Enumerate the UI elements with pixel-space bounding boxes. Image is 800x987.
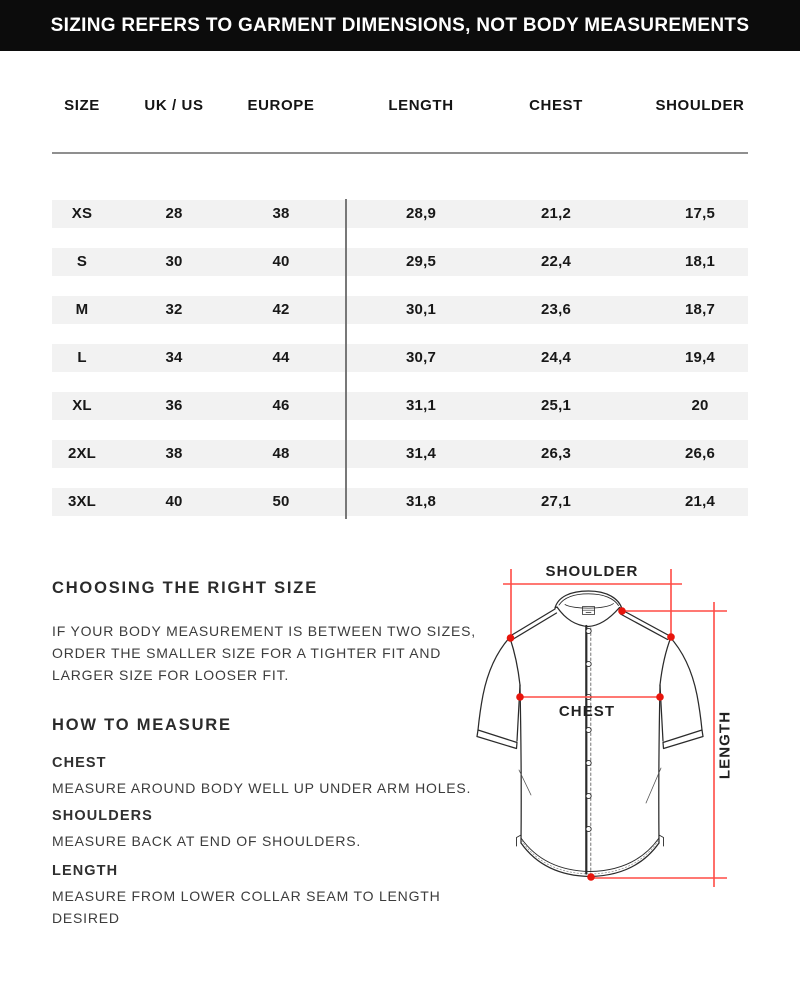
ukus-cell: 38 — [165, 445, 183, 462]
size-cell: M — [75, 301, 89, 318]
table-row-l — [52, 344, 748, 372]
europe-cell: 46 — [272, 397, 290, 414]
how-to-measure-heading: HOW TO MEASURE — [52, 716, 232, 734]
ukus-cell: 34 — [165, 349, 183, 366]
europe-cell: 38 — [272, 205, 290, 222]
measure-shoulders-label: SHOULDERS — [52, 808, 153, 824]
measure-length-description: MEASURE FROM LOWER COLLAR SEAM TO LENGTH DESIRED — [52, 888, 441, 926]
table-row-m — [52, 296, 748, 324]
length-cell: 30,1 — [406, 301, 436, 318]
shoulder-cell: 21,4 — [685, 493, 715, 510]
length-cell: 31,8 — [406, 493, 436, 510]
europe-cell: 50 — [272, 493, 290, 510]
measure-shoulders-description: MEASURE BACK AT END OF SHOULDERS. — [52, 833, 362, 849]
shirt-line-art — [460, 555, 800, 900]
size-cell: 3XL — [67, 493, 97, 510]
europe-cell: 40 — [272, 253, 290, 270]
choosing-size-body: IF YOUR BODY MEASUREMENT IS BETWEEN TWO SIZES, ORDER THE SMALLER SIZE FOR A TIGHTER FIT AND LARGER SIZE FOR LOOSER FIT. — [52, 623, 476, 683]
column-header-chest: CHEST — [529, 97, 583, 114]
size-table-header — [52, 96, 748, 116]
shoulder-cell: 19,4 — [685, 349, 715, 366]
column-header-uk-us: UK / US — [144, 97, 204, 114]
disclaimer-banner — [0, 0, 800, 51]
chest-cell: 27,1 — [541, 493, 571, 510]
ukus-cell: 30 — [165, 253, 183, 270]
measure-chest-label: CHEST — [52, 755, 107, 771]
size-cell: XS — [71, 205, 93, 222]
measure-length-label: LENGTH — [52, 863, 119, 879]
shoulder-cell: 17,5 — [685, 205, 715, 222]
table-row-2xl — [52, 440, 748, 468]
length-cell: 28,9 — [406, 205, 436, 222]
diagram-length-label: LENGTH — [716, 710, 734, 780]
size-cell: XL — [72, 397, 92, 414]
table-column-divider — [345, 199, 347, 519]
ukus-cell: 36 — [165, 397, 183, 414]
chest-cell: 22,4 — [541, 253, 571, 270]
europe-cell: 44 — [272, 349, 290, 366]
chest-cell: 25,1 — [541, 397, 571, 414]
length-cell: 31,1 — [406, 397, 436, 414]
length-cell: 30,7 — [406, 349, 436, 366]
chest-cell: 23,6 — [541, 301, 571, 318]
disclaimer-text: SIZING REFERS TO GARMENT DIMENSIONS, NOT BODY MEASUREMENTS — [50, 14, 750, 36]
length-cell: 31,4 — [406, 445, 436, 462]
table-row-xl — [52, 392, 748, 420]
shoulder-cell: 18,1 — [685, 253, 715, 270]
size-cell: L — [77, 349, 87, 366]
table-row-s — [52, 248, 748, 276]
ukus-cell: 40 — [165, 493, 183, 510]
chest-cell: 26,3 — [541, 445, 571, 462]
length-cell: 29,5 — [406, 253, 436, 270]
measurement-lines — [503, 569, 727, 887]
measure-chest-description: MEASURE AROUND BODY WELL UP UNDER ARM HOLES. — [52, 780, 472, 796]
column-header-length: LENGTH — [388, 97, 454, 114]
table-row-3xl — [52, 488, 748, 516]
choosing-size-heading: CHOOSING THE RIGHT SIZE — [52, 579, 318, 597]
diagram-shoulder-label: SHOULDER — [545, 563, 639, 580]
header-rule — [52, 152, 748, 154]
ukus-cell: 28 — [165, 205, 183, 222]
size-cell: S — [76, 253, 88, 270]
shoulder-cell: 18,7 — [685, 301, 715, 318]
shoulder-cell: 26,6 — [685, 445, 715, 462]
chest-cell: 21,2 — [541, 205, 571, 222]
europe-cell: 42 — [272, 301, 290, 318]
shirt-measurement-diagram — [460, 555, 800, 900]
chest-cell: 24,4 — [541, 349, 571, 366]
europe-cell: 48 — [272, 445, 290, 462]
table-row-xs — [52, 200, 748, 228]
diagram-chest-label: CHEST — [558, 703, 616, 720]
column-header-shoulder: SHOULDER — [655, 97, 745, 114]
column-header-europe: EUROPE — [247, 97, 315, 114]
shoulder-cell: 20 — [691, 397, 709, 414]
column-header-size: SIZE — [64, 97, 100, 114]
ukus-cell: 32 — [165, 301, 183, 318]
size-cell: 2XL — [67, 445, 97, 462]
